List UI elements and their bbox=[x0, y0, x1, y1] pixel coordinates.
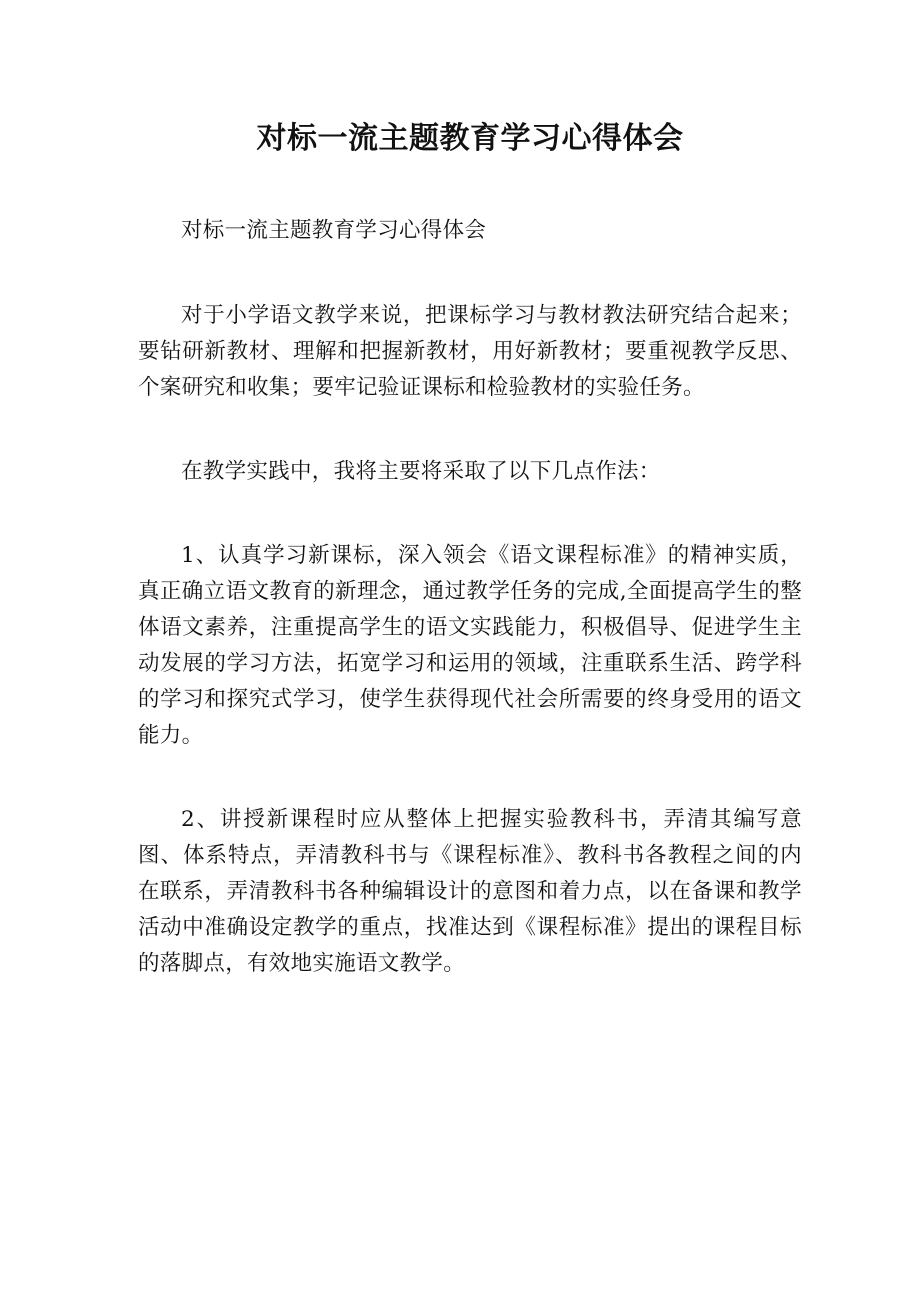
document-subtitle: 对标一流主题教育学习心得体会 bbox=[181, 218, 487, 243]
paragraph-practice-lead: 在教学实践中，我将主要将采取了以下几点作法： bbox=[181, 459, 661, 484]
paragraph-intro: 对于小学语文教学来说，把课标学习与教材教法研究结合起来；要钻研新教材、理解和把握新教材，用好新教材；要重视教学反思、个案研究和收集；要牢记验证课标和检验教材的实验任务。 bbox=[138, 303, 802, 400]
paragraph-point-2: 2、讲授新课程时应从整体上把握实验教科书，弄清其编写意图、体系特点，弄清教科书与《课程标准》、教科书各教程之间的内在联系，弄清教科书各种编辑设计的意图和着力点，以在备课和教学活动中准确设定教学的重点，找准达到《课程标准》提出的课程目标的落脚点，有效地实施语文教学。 bbox=[138, 807, 802, 976]
document-title: 对标一流主题教育学习心得体会 bbox=[256, 121, 684, 156]
paragraph-point-1: 1、认真学习新课标，深入领会《语文课程标准》的精神实质，真正确立语文教育的新理念，通过教学任务的完成,全面提高学生的整体语文素养，注重提高学生的语文实践能力，积极倡导、促进学生主动发展的学习方法，拓宽学习和运用的领域，注重联系生活、跨学科的学习和探究式学习，使学生获得现代社会所需要的终身受用的语文能力。 bbox=[138, 543, 802, 748]
